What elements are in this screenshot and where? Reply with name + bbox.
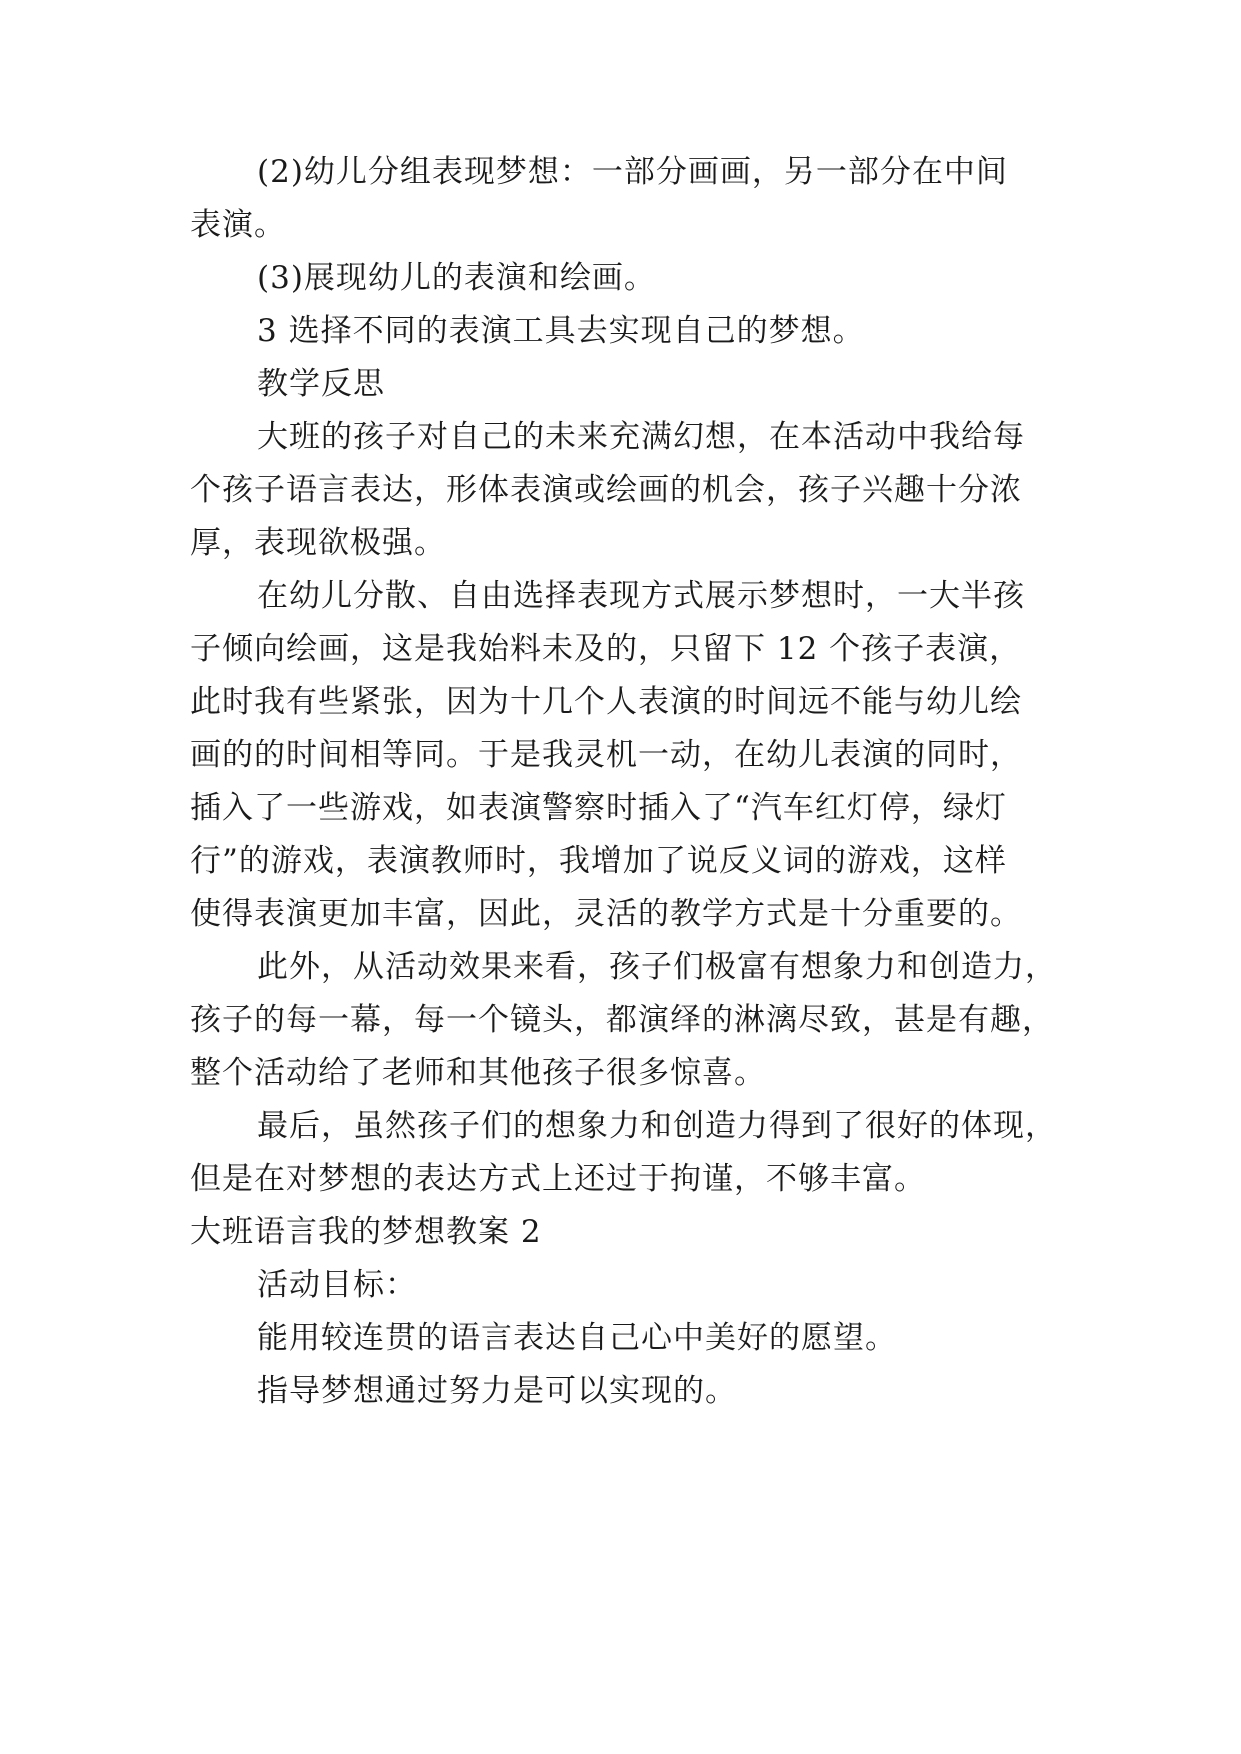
document-title: 大班语言我的梦想教案 2 [190,1214,542,1250]
paragraph-line: 此外，从活动效果来看，孩子们极富有想象力和创造力， [257,949,1057,985]
paragraph-line: 3 选择不同的表演工具去实现自己的梦想。 [257,313,865,349]
paragraph-line: 能用较连贯的语言表达自己心中美好的愿望。 [257,1320,897,1356]
paragraph-line: 孩子的每一幕，每一个镜头，都演绎的淋漓尽致，甚是有趣， [190,1002,1054,1038]
paragraph-line: 在幼儿分散、自由选择表现方式展示梦想时，一大半孩 [257,578,1025,614]
paragraph-line: 大班的孩子对自己的未来充满幻想，在本活动中我给每 [257,419,1025,455]
paragraph-line: 指导梦想通过努力是可以实现的。 [257,1373,737,1409]
paragraph-line: 个孩子语言表达，形体表演或绘画的机会，孩子兴趣十分浓 [190,472,1022,508]
paragraph-line: 使得表演更加丰富，因此，灵活的教学方式是十分重要的。 [190,896,1022,932]
paragraph-line: 插入了一些游戏，如表演警察时插入了“汽车红灯停，绿灯 [190,790,1007,826]
section-heading: 活动目标： [257,1267,417,1303]
paragraph-line: (2)幼儿分组表现梦想：一部分画画，另一部分在中间 [257,154,1008,190]
paragraph-line: 表演。 [190,207,286,243]
paragraph-line: 但是在对梦想的表达方式上还过于拘谨，不够丰富。 [190,1161,926,1197]
paragraph-line: 画的的时间相等同。于是我灵机一动，在幼儿表演的同时， [190,737,1022,773]
paragraph-line: 厚，表现欲极强。 [190,525,446,561]
paragraph-line: (3)展现幼儿的表演和绘画。 [257,260,656,296]
section-heading: 教学反思 [257,366,385,402]
paragraph-line: 子倾向绘画，这是我始料未及的，只留下 12 个孩子表演， [190,631,1022,667]
paragraph-line: 最后，虽然孩子们的想象力和创造力得到了很好的体现， [257,1108,1057,1144]
paragraph-line: 整个活动给了老师和其他孩子很多惊喜。 [190,1055,766,1091]
paragraph-line: 行”的游戏，表演教师时，我增加了说反义词的游戏，这样 [190,843,1007,879]
paragraph-line: 此时我有些紧张，因为十几个人表演的时间远不能与幼儿绘 [190,684,1022,720]
